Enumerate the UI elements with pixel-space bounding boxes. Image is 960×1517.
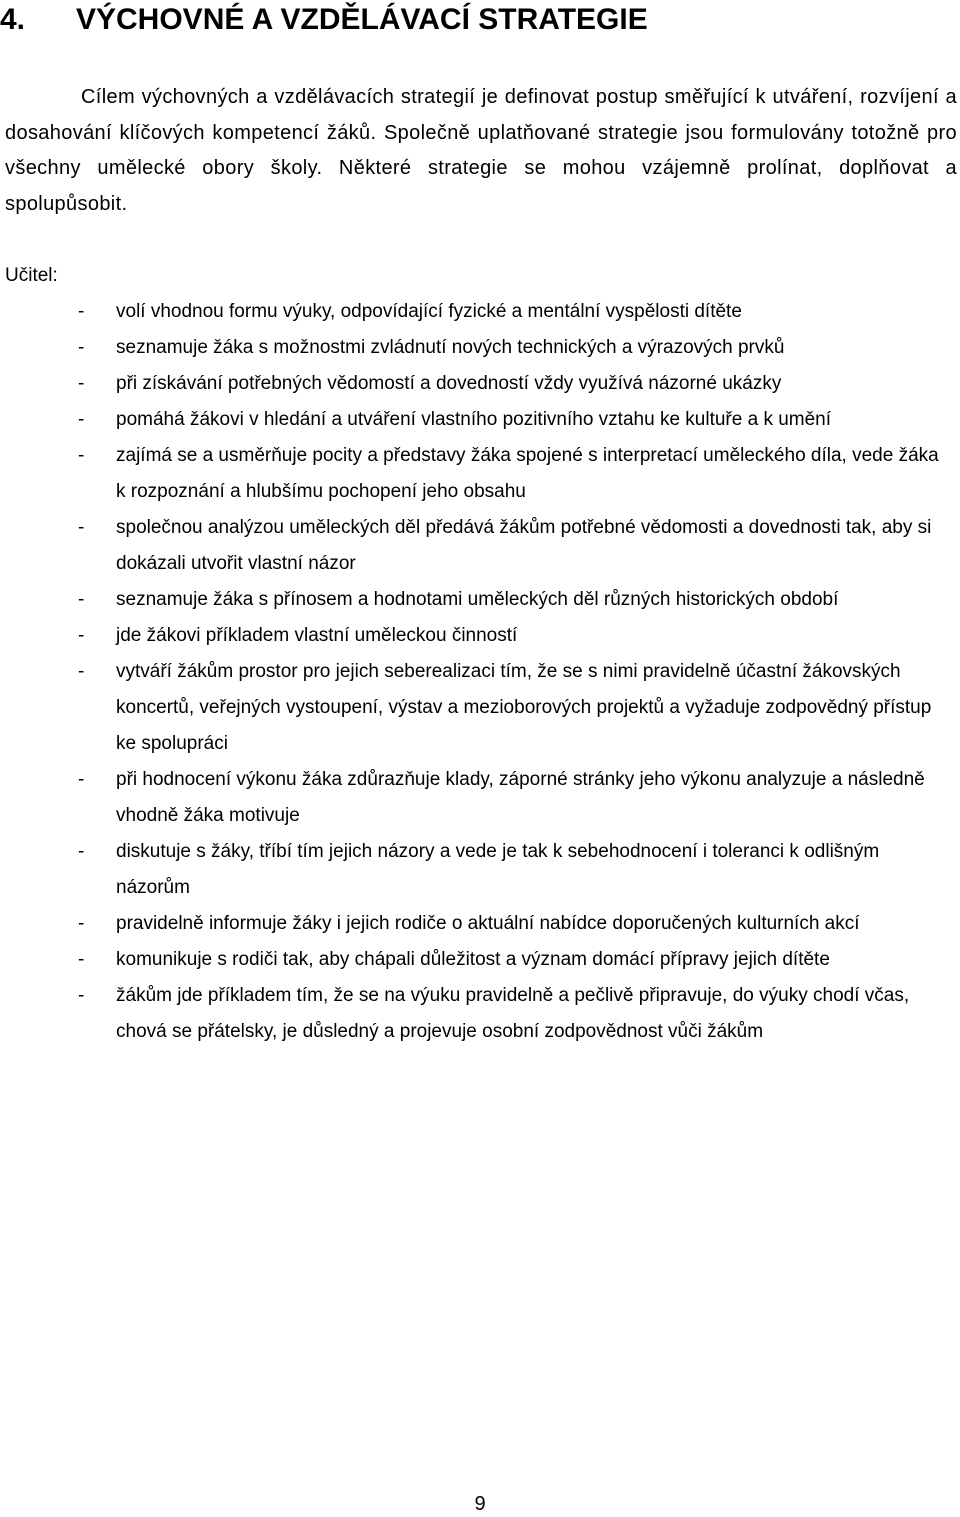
list-item xyxy=(0,402,960,438)
list-item-text: diskutuje s žáky, tříbí tím jejich názory a vede je tak k sebehodnocení i toleranci k odlišným názorům xyxy=(116,841,880,898)
list-bullet: - xyxy=(78,841,85,862)
list-bullet: - xyxy=(78,409,85,430)
list-item-text: žákům jde příkladem tím, že se na výuku pravidelně a pečlivě připravuje, do výuky chodí včas, chová se přátelsky, je důsledný a projevuje osobní zodpovědnost vůči žákům xyxy=(116,985,910,1042)
list-item-text: společnou analýzou uměleckých děl předává žákům potřebné vědomosti a dovednosti tak, aby si dokázali utvořit vlastní názor xyxy=(116,517,932,574)
list-item-text: komunikuje s rodiči tak, aby chápali důležitost a význam domácí přípravy jejich dítěte xyxy=(116,949,830,970)
list-bullet: - xyxy=(78,301,85,322)
list-bullet: - xyxy=(78,589,85,610)
list-item xyxy=(0,366,960,402)
list-item xyxy=(0,582,960,618)
list-bullet: - xyxy=(78,661,85,682)
list-bullet: - xyxy=(78,769,85,790)
page-number: 9 xyxy=(474,1493,486,1515)
list-bullet: - xyxy=(78,913,85,934)
section-number: 4. xyxy=(0,3,26,36)
list-item xyxy=(0,906,960,942)
section-heading xyxy=(0,0,648,40)
list-item xyxy=(0,618,960,654)
list-item xyxy=(0,762,960,834)
list-item-text: pomáhá žákovi v hledání a utváření vlastního pozitivního vztahu ke kultuře a k umění xyxy=(116,409,832,430)
list-bullet: - xyxy=(78,337,85,358)
list-item-text: vytváří žákům prostor pro jejich seberealizaci tím, že se s nimi pravidelně účastní žákovských koncertů, veřejných vystoupení, výstav a mezioborových projektů a vyžaduje zodpovědný přístup ke spolupráci xyxy=(116,661,932,754)
list-item xyxy=(0,510,960,582)
list-bullet: - xyxy=(78,625,85,646)
list-bullet: - xyxy=(78,373,85,394)
list-item-text: při hodnocení výkonu žáka zdůrazňuje klady, záporné stránky jeho výkonu analyzuje a následně vhodně žáka motivuje xyxy=(116,769,925,826)
teacher-strategy-list xyxy=(0,294,960,1050)
list-item xyxy=(0,294,960,330)
list-bullet: - xyxy=(78,445,85,466)
list-item-text: pravidelně informuje žáky i jejich rodiče o aktuální nabídce doporučených kulturních akcí xyxy=(116,913,860,934)
section-title: VÝCHOVNÉ A VZDĚLÁVACÍ STRATEGIE xyxy=(76,3,648,36)
list-item xyxy=(0,330,960,366)
list-item-text: jde žákovi příkladem vlastní uměleckou činností xyxy=(116,625,518,646)
list-item xyxy=(0,978,960,1050)
list-item xyxy=(0,834,960,906)
list-item-text: zajímá se a usměrňuje pocity a představy žáka spojené s interpretací uměleckého díla, vede žáka k rozpoznání a hlubšímu pochopení jeho obsahu xyxy=(116,445,939,502)
list-item-text: volí vhodnou formu výuky, odpovídající fyzické a mentální vyspělosti dítěte xyxy=(116,301,742,322)
list-bullet: - xyxy=(78,949,85,970)
teacher-label: Učitel: xyxy=(5,265,58,286)
list-item-text: seznamuje žáka s přínosem a hodnotami uměleckých děl různých historických období xyxy=(116,589,839,610)
list-item xyxy=(0,654,960,762)
intro-paragraph: Cílem výchovných a vzdělávacích strategií je definovat postup směřující k utváření, rozvíjení a dosahování klíčových kompetencí žáků. Společně uplatňované strategie jsou formulovány totožně pro všechny umělecké obory školy. Některé strategie se mohou vzájemně prolínat, doplňovat a spolupůsobit. xyxy=(5,86,957,215)
list-item-text: seznamuje žáka s možnostmi zvládnutí nových technických a výrazových prvků xyxy=(116,337,785,358)
list-bullet: - xyxy=(78,985,85,1006)
list-item-text: při získávání potřebných vědomostí a dovedností vždy využívá názorné ukázky xyxy=(116,373,782,394)
list-item xyxy=(0,942,960,978)
list-item xyxy=(0,438,960,510)
list-bullet: - xyxy=(78,517,85,538)
